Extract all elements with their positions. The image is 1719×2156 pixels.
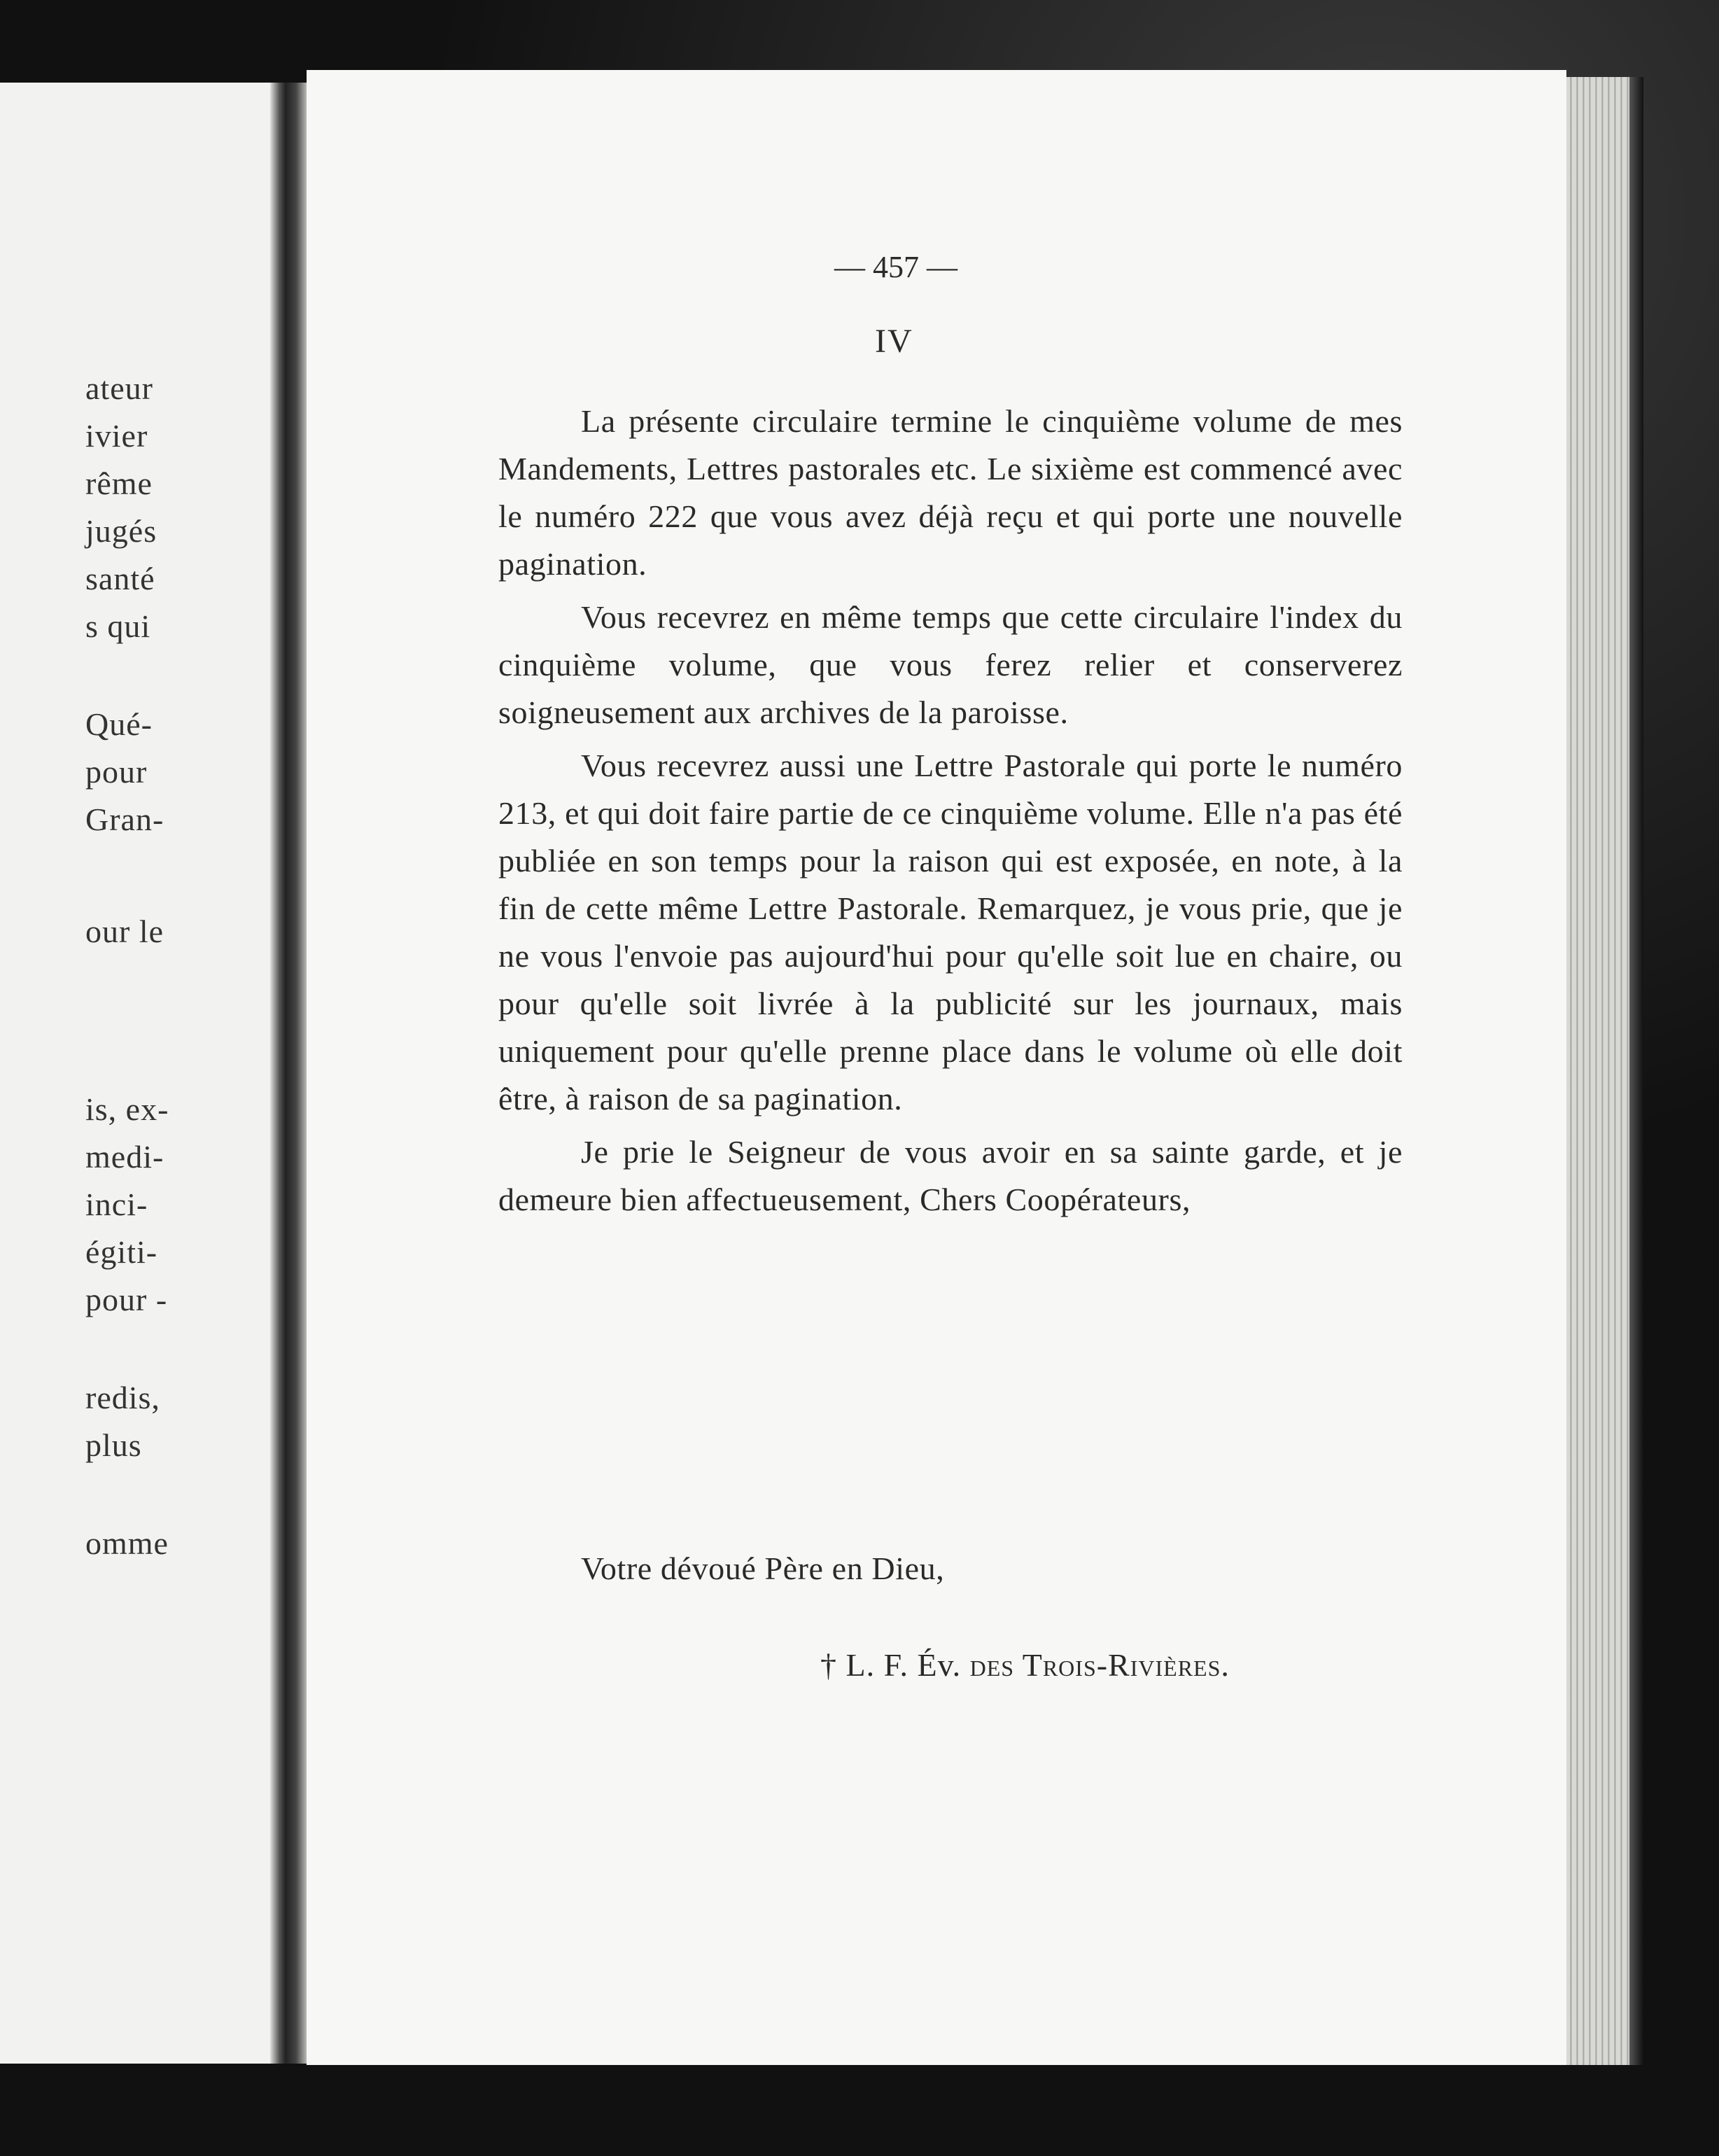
left-page <box>0 83 286 2064</box>
left-page-line: ateur <box>85 370 153 406</box>
left-page-line: plus <box>85 1427 142 1463</box>
left-page-line: medi- <box>85 1139 164 1175</box>
left-page-line: s qui <box>85 608 151 644</box>
left-page-line: pour <box>85 754 148 790</box>
left-page-line: our le <box>85 913 164 949</box>
left-page-line: pour - <box>85 1282 168 1317</box>
left-page-line: rême <box>85 465 153 501</box>
closing-salutation: Votre dévoué Père en Dieu, <box>581 1550 945 1586</box>
book-gutter <box>286 83 307 2064</box>
page-block-shadow <box>1629 77 1643 2065</box>
left-page-line: Gran- <box>85 802 164 837</box>
left-page-line: Qué- <box>85 706 153 742</box>
signature <box>820 1646 1230 1684</box>
body-text <box>498 398 1403 1224</box>
left-page-line: redis, <box>85 1380 160 1415</box>
left-page-line: jugés <box>85 513 157 549</box>
signature-name: des Trois-Rivières. <box>969 1647 1230 1683</box>
left-page-line: santé <box>85 561 155 596</box>
paragraph: Je prie le Seigneur de vous avoir en sa sainte garde, et je demeure bien affectueusement, Chers Coopérateurs, <box>498 1134 1403 1217</box>
left-page-line: égiti- <box>85 1234 158 1270</box>
page-number: — 457 — <box>834 250 957 284</box>
signature-prefix: † L. F. Év. <box>820 1647 970 1683</box>
left-page-line: omme <box>85 1525 169 1561</box>
left-page-edge <box>270 83 286 2064</box>
paragraph: Vous recevrez en même temps que cette circulaire l'index du cinquième volume, que vous ferez relier et conserverez soigneusement aux archives de la paroisse. <box>498 599 1403 730</box>
paragraph: Vous recevrez aussi une Lettre Pastorale qui porte le numéro 213, et qui doit faire partie de ce cinquième volume. Elle n'a pas été publiée en son temps pour la raison qui est exposée, en note, à la fin de cette même Lettre Pastorale. Remarquez, je vous prie, que je ne vous l'envoie pas aujourd'hui pour qu'elle soit lue en chaire, ou pour qu'elle soit livrée à la publicité sur les journaux, mais uniquement pour qu'elle prenne place dans le volume où elle doit être, à raison de sa pagination. <box>498 748 1403 1116</box>
paragraph: La présente circulaire termine le cinquième volume de mes Mandements, Lettres pastorales etc. Le sixième est commencé avec le numéro 222 que vous avez déjà reçu et qui porte une nouvelle pagination. <box>498 403 1403 582</box>
section-heading: IV <box>875 323 913 360</box>
left-page-line: inci- <box>85 1186 148 1222</box>
left-page-line: is, ex- <box>85 1091 169 1127</box>
page-block-edges <box>1566 77 1629 2065</box>
left-page-line: ivier <box>85 418 148 454</box>
